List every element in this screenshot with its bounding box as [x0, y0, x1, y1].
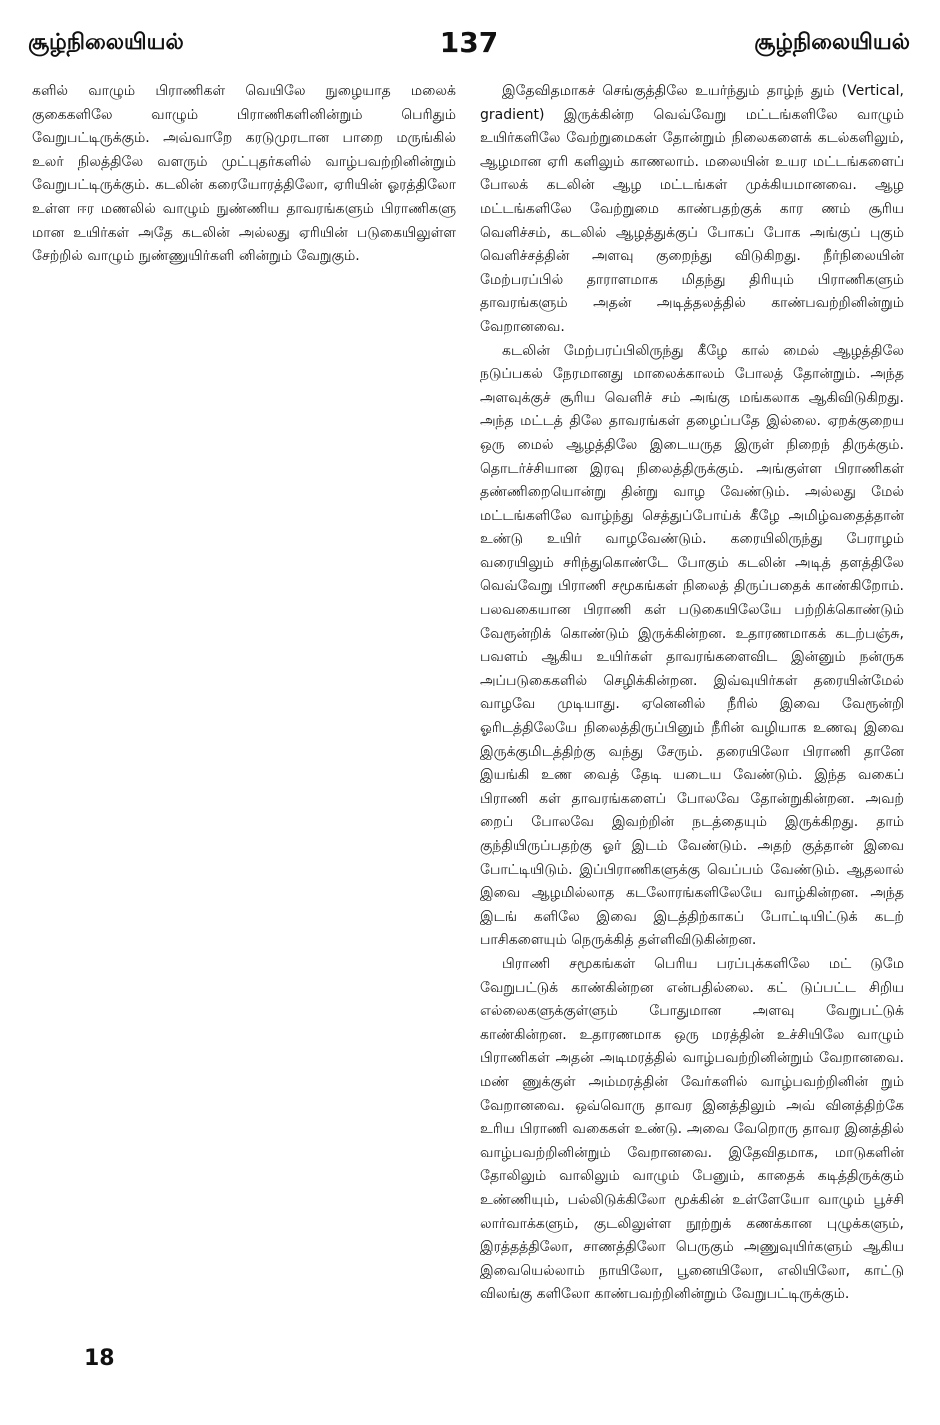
paragraph: பிராணி சமூகங்கள் பெரிய பரப்புக்களிலே மட் டுமே வேறுபட்டுக் காண்கின்றன என்பதில்லை. கட் டுப்பட்ட சிறிய எல்லைகளுக்குள்ளும் போதுமான அளவு வேறுபட்டுக் காண்கின்றன. உதாரணமாக ஒரு மரத்தின் உச்சியிலே வாழும் பிராணிகள் அதன் அடிமரத்தில் வாழ்பவற்றினின்றும் வேறானவை. மண் ணுக்குள் அம்மரத்தின் வேர்களில் வாழ்பவற்றினின் றும் வேறானவை. ஒவ்வொரு தாவர இனத்திலும் அவ் வினத்திற்கே உரிய பிராணி வகைகள் உண்டு. அவை வேறொரு தாவர இனத்தில் வாழ்பவற்றினின்றும் வேறானவை. இதேவிதமாக, மாடுகளின் தோலிலும் வாலிலும் வாழும் பேனும், காதைக் கடித்திருக்கும் உண்ணியும், பல்லிடுக்கிலோ மூக்கின் உள்ளேயோ வாழும் பூச்சி லார்வாக்களும், குடலிலுள்ள நூற்றுக் கணக்கான புழுக்களும், இரத்தத்திலோ, சாணத்திலோ பெருகும் அணுவுயிர்களும் ஆகிய இவையெல்லாம் நாயிலோ, பூனையிலோ, எலியிலோ, காட்டு விலங்கு களிலோ காண்பவற்றினின்றும் வேறுபட்டிருக்கும்.	[480, 955, 904, 1303]
paragraph: இதேவிதமாகச் செங்குத்திலே உயர்ந்தும் தாழ்ந் தும் (Vertical, gradient) இருக்கின்ற வெவ்வேறு மட்டங்களிலே வாழும் உயிர்களிலே வேற்றுமைகள் தோன்றும் நிலைகளைக் கடல்களிலும், ஆழமான ஏரி களிலும் காணலாம். மலையின் உயர மட்டங்களைப் போலக் கடலின் ஆழ மட்டங்கள் முக்கியமானவை. ஆழ மட்டங்களிலே வேற்றுமை காண்பதற்குக் கார ணம் சூரிய வெளிச்சம், கடலில் ஆழத்துக்குப் போகப் போக அங்குப் புகும் வெளிச்சத்தின் அளவு குறைந்து விடுகிறது. நீர்நிலையின் மேற்பரப்பில் தாராளமாக மிதந்து திரியும் பிராணிகளும் தாவரங்களும் அதன் அடித்தலத்தில் காண்பவற்றினின்றும் வேறானவை.	[480, 83, 904, 335]
running-title-right: சூழ்நிலையியல்	[754, 30, 910, 55]
right-column	[480, 80, 904, 1330]
paragraph: களில் வாழும் பிராணிகள் வெயிலே நுழையாத மலைக் குகைகளிலே வாழும் பிராணிகளினின்றும் பெரிதும் வேறுபட்டிருக்கும். அவ்வாறே கரடுமுரடான பாறை மருங்கில் உலர் நிலத்திலே வளரும் முட்புதர்களில் வாழ்பவற்றினின்றும் வேறுபட்டிருக்கும். கடலின் கரையோரத்திலோ, ஏரியின் ஓரத்திலோ உள்ள ஈர மணலில் வாழும் நுண்ணிய தாவரங்களும் பிராணிகளு மான உயிர்கள் அதே கடலின் அல்லது ஏரியின் படுகையிலுள்ள சேற்றில் வாழும் நுண்ணுயிர்களி னின்றும் வேறுகும்.	[32, 83, 456, 265]
footer-page-marker: 18	[84, 1346, 115, 1371]
page-number: 137	[439, 26, 499, 59]
left-column	[32, 80, 456, 1330]
page-header	[28, 22, 910, 62]
running-title-left: சூழ்நிலையியல்	[28, 30, 184, 55]
paragraph: கடலின் மேற்பரப்பிலிருந்து கீழே கால் மைல் ஆழத்திலே நடுப்பகல் நேரமானது மாலைக்காலம் போலத் தோன்றும். அந்த அளவுக்குச் சூரிய வெளிச் சம் அங்கு மங்கலாக ஆகிவிடுகிறது. அந்த மட்டத் திலே தாவரங்கள் தழைப்பதே இல்லை. ஏறக்குறைய ஒரு மைல் ஆழத்திலே இடையருத இருள் நிறைந் திருக்கும். தொடர்ச்சியான இரவு நிலைத்திருக்கும். அங்குள்ள பிராணிகள் தண்ணிறையொன்று தின்று வாழ வேண்டும். அல்லது மேல் மட்டங்களிலே வாழ்ந்து செத்துப்போய்க் கீழே அமிழ்வதைத்தான் உண்டு உயிர் வாழவேண்டும். கரையிலிருந்து பேராழம் வரையிலும் சரிந்துகொண்டே போகும் கடலின் அடித் தளத்திலே வெவ்வேறு பிராணி சமூகங்கள் நிலைத் திருப்பதைக் காண்கிறோம். பலவகையான பிராணி கள் படுகையிலேயே பற்றிக்கொண்டும் வேரூன்றிக் கொண்டும் இருக்கின்றன. உதாரணமாகக் கடற்பஞ்சு, பவளம் ஆகிய உயிர்கள் தாவரங்களைவிட இன்னும் நன்ருக அப்படுகைகளில் செழிக்கின்றன. இவ்வுயிர்கள் தரையின்மேல் வாழவே முடியாது. ஏனெனில் நீரில் இவை வேரூன்றி ஓரிடத்திலேயே நிலைத்திருப்பினும் நீரின் வழியாக உணவு இவை இருக்குமிடத்திற்கு வந்து சேரும். தரையிலோ பிராணி தானே இயங்கி உண வைத் தேடி யடைய வேண்டும். இந்த வகைப் பிராணி கள் தாவரங்களைப் போலவே தோன்றுகின்றன. அவற் றைப் போலவே இவற்றின் நடத்தையும் இருக்கிறது. தாம் குந்தியிருப்பதற்கு ஓர் இடம் வேண்டும். அதற் குத்தான் இவை போட்டியிடும். இப்பிராணிகளுக்கு வெப்பம் வேண்டும். ஆதலால் இவை ஆழமில்லாத கடலோரங்களிலேயே வாழ்கின்றன. அந்த இடங் களிலே இவை இடத்திற்காகப் போட்டியிட்டுக் கடற் பாசிகளையும் நெருக்கித் தள்ளிவிடுகின்றன.	[480, 342, 904, 949]
